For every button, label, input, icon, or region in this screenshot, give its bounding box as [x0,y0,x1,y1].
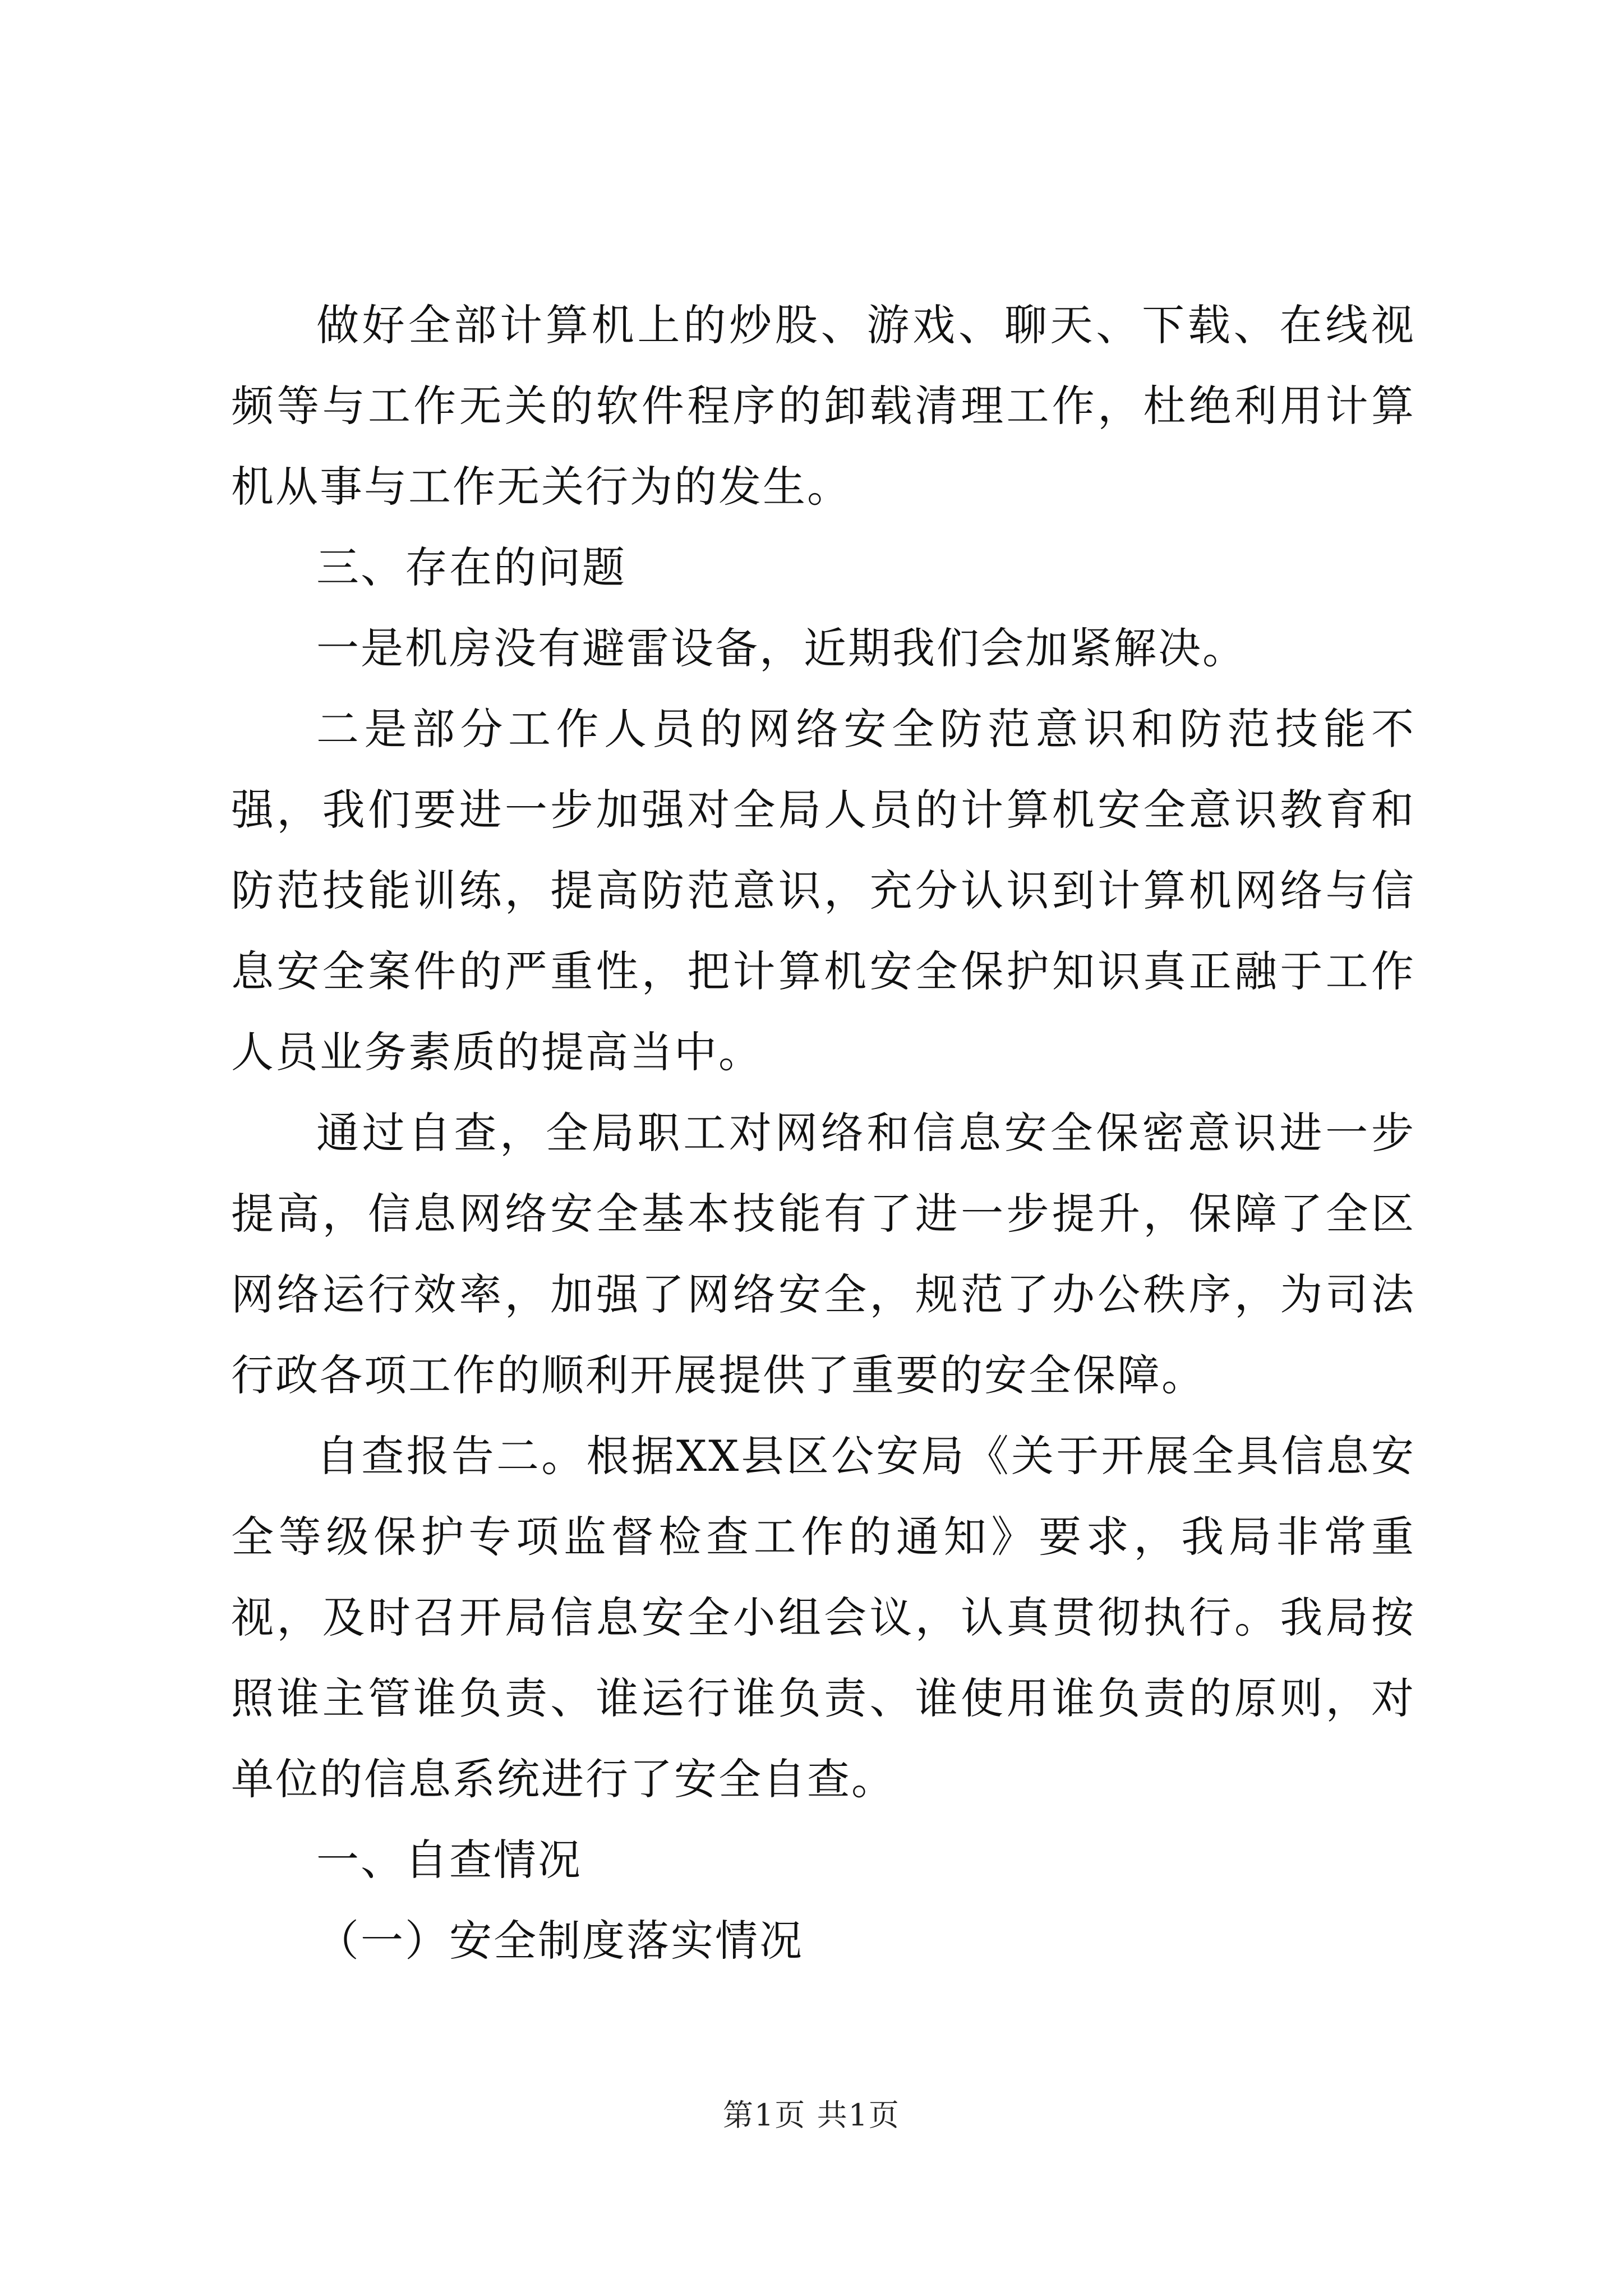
page-footer: 第1页 共1页 [723,2097,900,2133]
paragraph-lightning-equipment: 一是机房没有避雷设备，近期我们会加紧解决。 [316,623,1247,673]
subsection-heading-safety-rules: （一）安全制度落实情况 [316,1916,804,1966]
paragraph-software-cleanup: 做好全部计算机上的炒股、游戏、聊天、下载、在线视频等与工作无关的软件程序的卸载清理工作，杜绝利用计算机从事与工作无关行为的发生。 [231,300,1415,512]
section-heading-self-check: 一、自查情况 [316,1835,582,1885]
paragraph-self-check-result: 通过自查，全局职工对网络和信息安全保密意识进一步提高，信息网络安全基本技能有了进一步提升，保障了全区网络运行效率，加强了网络安全，规范了办公秩序，为司法行政各项工作的顺利开展提供了重要的安全保障。 [231,1108,1415,1400]
paragraph-report-two: 自查报告二。根据XX县区公安局《关于开展全具信息安全等级保护专项监督检查工作的通知》要求，我局非常重视，及时召开局信息安全小组会议，认真贯彻执行。我局按照谁主管谁负责、谁运行谁负责、谁使用谁负责的原则，对单位的信息系统进行了安全自查。 [231,1431,1415,1804]
section-heading-problems: 三、存在的问题 [316,542,626,592]
paragraph-security-awareness: 二是部分工作人员的网络安全防范意识和防范技能不强，我们要进一步加强对全局人员的计算机安全意识教育和防范技能训练，提高防范意识，充分认识到计算机网络与信息安全案件的严重性，把计算机安全保护知识真正融于工作人员业务素质的提高当中。 [231,704,1415,1077]
document-body [231,285,1415,1981]
